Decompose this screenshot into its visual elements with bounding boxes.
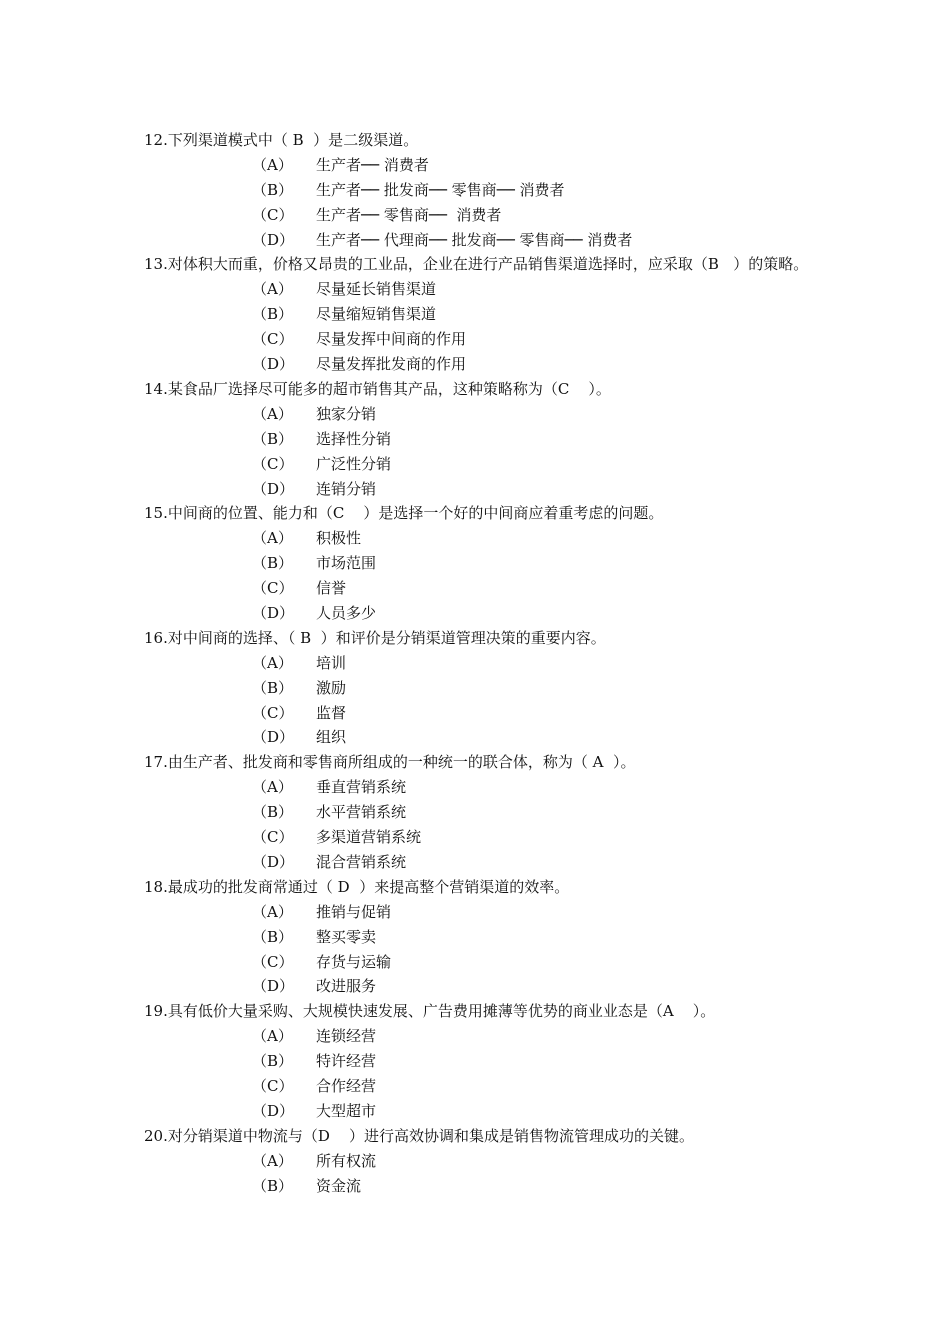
option-a xyxy=(0,1149,950,1174)
question-number: 17. xyxy=(144,753,168,772)
question-14 xyxy=(0,377,950,501)
option-text: 水平营销系统 xyxy=(316,803,407,822)
option-c xyxy=(0,327,950,352)
option-text: 特许经营 xyxy=(316,1052,377,1071)
option-a xyxy=(0,651,950,676)
option-text: 资金流 xyxy=(316,1176,362,1195)
question-text: 对中间商的选择、（ B ）和评价是分销渠道管理决策的重要内容。 xyxy=(167,628,606,647)
option-d xyxy=(0,228,950,253)
option-label: （C） xyxy=(252,828,294,847)
option-text: 连锁经营 xyxy=(316,1027,377,1046)
option-c xyxy=(0,701,950,726)
option-label: （B） xyxy=(252,305,294,324)
option-label: （A） xyxy=(252,902,293,921)
option-a xyxy=(0,1024,950,1049)
option-label: （A） xyxy=(252,529,293,548)
option-text: 人员多少 xyxy=(316,603,377,622)
option-label: （A） xyxy=(252,1027,293,1046)
option-label: （C） xyxy=(252,1076,294,1095)
option-text: 组织 xyxy=(316,728,347,747)
option-label: （D） xyxy=(252,230,295,249)
option-label: （A） xyxy=(252,155,293,174)
option-label: （B） xyxy=(252,180,294,199)
option-a xyxy=(0,153,950,178)
option-label: （B） xyxy=(252,1176,294,1195)
option-label: （C） xyxy=(252,454,294,473)
option-text: 大型超市 xyxy=(316,1101,377,1120)
question-number: 14. xyxy=(144,379,168,398)
question-number: 20. xyxy=(144,1126,168,1145)
option-text: 培训 xyxy=(316,653,347,672)
question-17 xyxy=(0,750,950,874)
question-text: 对分销渠道中物流与（D ）进行高效协调和集成是销售物流管理成功的关键。 xyxy=(167,1126,694,1145)
option-b xyxy=(0,800,950,825)
option-c xyxy=(0,1074,950,1099)
option-b xyxy=(0,1049,950,1074)
option-d xyxy=(0,725,950,750)
option-label: （C） xyxy=(252,952,294,971)
option-label: （D） xyxy=(252,977,295,996)
option-text: 垂直营销系统 xyxy=(316,778,407,797)
question-stem xyxy=(144,377,869,402)
option-text: 激励 xyxy=(316,678,347,697)
option-c xyxy=(0,576,950,601)
question-stem xyxy=(144,252,869,277)
option-text: 混合营销系统 xyxy=(316,852,407,871)
question-text: 具有低价大量采购、大规模快速发展、广告费用摊薄等优势的商业业态是（A ）。 xyxy=(167,1002,716,1021)
question-text: 某食品厂选择尽可能多的超市销售其产品，这种策略称为（C ）。 xyxy=(167,379,611,398)
question-13 xyxy=(0,252,950,376)
question-12 xyxy=(0,128,950,252)
option-text: 尽量发挥批发商的作用 xyxy=(316,355,467,374)
question-number: 12. xyxy=(144,131,168,149)
option-d xyxy=(0,477,950,502)
option-b xyxy=(0,1174,950,1199)
option-label: （B） xyxy=(252,678,294,697)
option-label: （D） xyxy=(252,603,295,622)
question-stem xyxy=(144,626,869,651)
option-a xyxy=(0,402,950,427)
option-text: 合作经营 xyxy=(316,1076,377,1095)
option-text: 生产者── 零售商── 消费者 xyxy=(316,205,502,224)
option-text: 连销分销 xyxy=(316,479,377,498)
option-label: （C） xyxy=(252,330,294,349)
option-label: （B） xyxy=(252,803,294,822)
question-stem xyxy=(144,999,869,1024)
option-text: 独家分销 xyxy=(316,404,377,423)
option-b xyxy=(0,302,950,327)
option-text: 改进服务 xyxy=(316,977,377,996)
question-number: 19. xyxy=(144,1002,168,1021)
option-b xyxy=(0,676,950,701)
question-text: 中间商的位置、能力和（C ）是选择一个好的中间商应着重考虑的问题。 xyxy=(167,504,664,523)
option-c xyxy=(0,950,950,975)
option-text: 生产者── 代理商── 批发商── 零售商── 消费者 xyxy=(316,230,633,249)
option-text: 积极性 xyxy=(316,529,362,548)
question-number: 13. xyxy=(144,255,168,274)
option-d xyxy=(0,974,950,999)
option-text: 整买零卖 xyxy=(316,927,377,946)
option-d xyxy=(0,850,950,875)
option-label: （A） xyxy=(252,280,293,299)
option-b xyxy=(0,925,950,950)
option-a xyxy=(0,900,950,925)
question-20 xyxy=(0,1124,950,1199)
option-label: （A） xyxy=(252,778,293,797)
option-text: 尽量延长销售渠道 xyxy=(316,280,437,299)
option-label: （D） xyxy=(252,355,295,374)
question-text: 最成功的批发商常通过（ D ）来提高整个营销渠道的效率。 xyxy=(167,877,570,896)
option-label: （C） xyxy=(252,205,294,224)
option-label: （A） xyxy=(252,404,293,423)
option-label: （C） xyxy=(252,703,294,722)
option-b xyxy=(0,427,950,452)
question-stem xyxy=(144,501,869,526)
question-19 xyxy=(0,999,950,1123)
question-text: 由生产者、批发商和零售商所组成的一种统一的联合体，称为（ A ）。 xyxy=(167,753,636,772)
question-15 xyxy=(0,501,950,625)
option-label: （B） xyxy=(252,554,294,573)
question-stem xyxy=(144,128,869,153)
option-label: （D） xyxy=(252,479,295,498)
option-label: （D） xyxy=(252,728,295,747)
option-a xyxy=(0,277,950,302)
question-16 xyxy=(0,626,950,750)
option-text: 推销与促销 xyxy=(316,902,392,921)
question-stem xyxy=(144,1124,869,1149)
option-c xyxy=(0,452,950,477)
option-text: 多渠道营销系统 xyxy=(316,828,422,847)
option-text: 信誉 xyxy=(316,579,347,598)
question-number: 18. xyxy=(144,877,168,896)
option-text: 市场范围 xyxy=(316,554,377,573)
option-d xyxy=(0,601,950,626)
option-text: 生产者── 消费者 xyxy=(316,155,429,174)
option-a xyxy=(0,526,950,551)
option-b xyxy=(0,178,950,203)
question-number: 16. xyxy=(144,628,168,647)
option-text: 生产者── 批发商── 零售商── 消费者 xyxy=(316,180,565,199)
option-text: 尽量发挥中间商的作用 xyxy=(316,330,467,349)
option-c xyxy=(0,825,950,850)
option-label: （B） xyxy=(252,927,294,946)
option-text: 广泛性分销 xyxy=(316,454,392,473)
option-label: （A） xyxy=(252,653,293,672)
option-d xyxy=(0,352,950,377)
option-text: 所有权流 xyxy=(316,1151,377,1170)
option-label: （B） xyxy=(252,429,294,448)
option-text: 选择性分销 xyxy=(316,429,392,448)
question-number: 15. xyxy=(144,504,168,523)
question-text: 下列渠道模式中（ B ）是二级渠道。 xyxy=(167,131,419,149)
question-18 xyxy=(0,875,950,999)
question-stem xyxy=(144,875,869,900)
option-b xyxy=(0,551,950,576)
option-label: （D） xyxy=(252,1101,295,1120)
option-a xyxy=(0,775,950,800)
option-text: 监督 xyxy=(316,703,347,722)
option-d xyxy=(0,1099,950,1124)
option-text: 尽量缩短销售渠道 xyxy=(316,305,437,324)
option-label: （C） xyxy=(252,579,294,598)
question-text: 对体积大而重，价格又昂贵的工业品，企业在进行产品销售渠道选择时，应采取（B ）的策略。 xyxy=(167,255,809,274)
option-label: （B） xyxy=(252,1052,294,1071)
question-stem xyxy=(144,750,869,775)
option-text: 存货与运输 xyxy=(316,952,392,971)
option-c xyxy=(0,203,950,228)
document-page xyxy=(0,128,950,1198)
option-label: （D） xyxy=(252,852,295,871)
option-label: （A） xyxy=(252,1151,293,1170)
